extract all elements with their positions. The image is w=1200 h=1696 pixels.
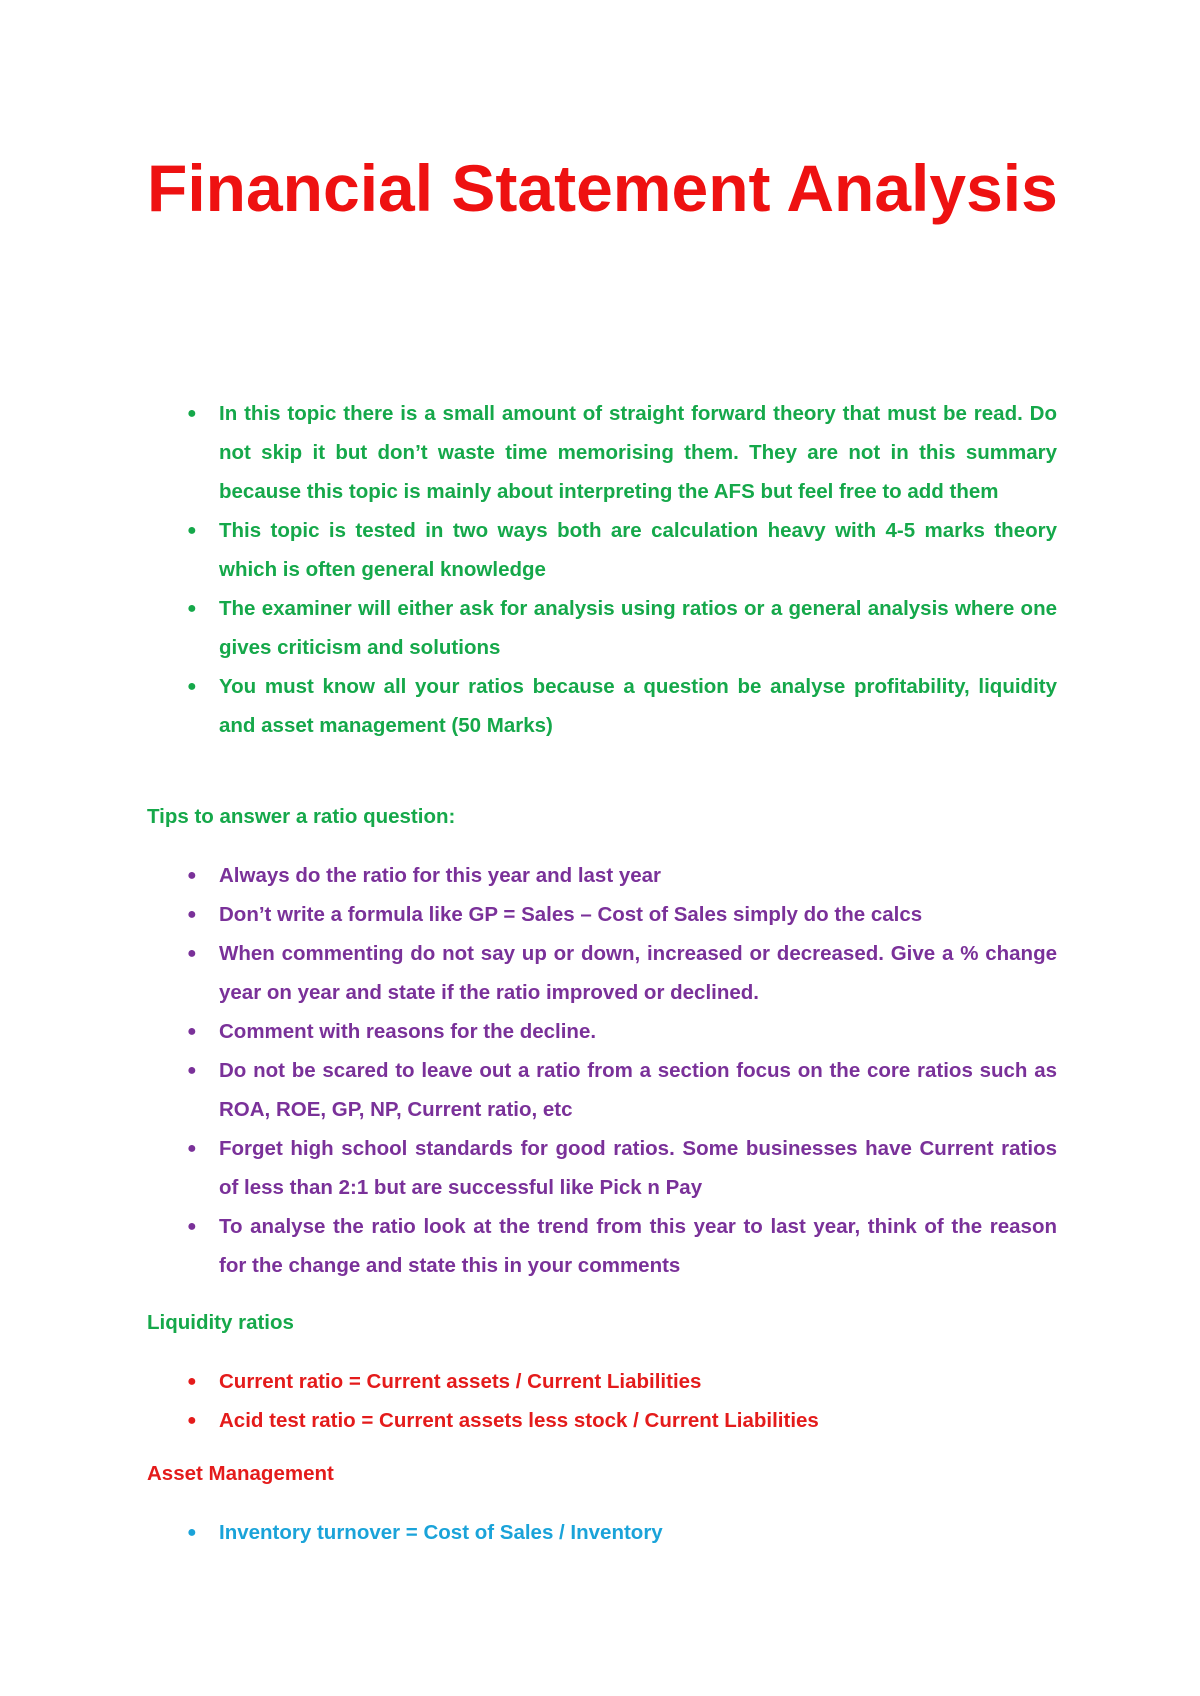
list-item-text: Always do the ratio for this year and last year [219,864,662,887]
list-item-text: Inventory turnover = Cost of Sales / Inventory [219,1521,663,1544]
bullet-icon: ● [187,906,197,923]
list-item [147,394,1057,511]
bullet-icon: ● [187,1524,197,1541]
asset-management-heading: Asset Management [147,1462,334,1485]
bullet-icon: ● [187,1140,197,1157]
intro-list [147,394,1057,745]
list-item [147,895,1057,934]
bullet-icon: ● [187,678,197,695]
list-item-text: This topic is tested in two ways both are calculation heavy with 4-5 marks theory which is often general knowledge [219,519,1057,581]
bullet-icon: ● [187,1218,197,1235]
list-item [147,667,1057,745]
bullet-icon: ● [187,945,197,962]
list-item [147,511,1057,589]
bullet-icon: ● [187,405,197,422]
list-item-text: Current ratio = Current assets / Current Liabilities [219,1370,702,1393]
list-item-text: Comment with reasons for the decline. [219,1020,597,1043]
list-item [147,1513,1057,1552]
list-item-text: Forget high school standards for good ratios. Some businesses have Current ratios of less than 2:1 but are successful like Pick n Pay [219,1137,1057,1199]
list-item [147,1012,1057,1051]
bullet-icon: ● [187,1373,197,1390]
list-item [147,589,1057,667]
list-item-text: You must know all your ratios because a question be analyse profitability, liquidity and asset management (50 Marks) [219,675,1057,737]
bullet-icon: ● [187,867,197,884]
list-item [147,856,1057,895]
bullet-icon: ● [187,1062,197,1079]
intro-section [147,394,1057,745]
tips-section [147,856,1057,1285]
liquidity-heading: Liquidity ratios [147,1311,294,1334]
list-item [147,1129,1057,1207]
list-item-text: To analyse the ratio look at the trend from this year to last year, think of the reason for the change and state this in your comments [219,1215,1057,1277]
bullet-icon: ● [187,1023,197,1040]
bullet-icon: ● [187,600,197,617]
page-title: Financial Statement Analysis [147,151,1058,225]
list-item [147,1401,1057,1440]
list-item-text: When commenting do not say up or down, increased or decreased. Give a % change year on year and state if the ratio improved or declined. [219,942,1057,1004]
bullet-icon: ● [187,522,197,539]
list-item-text: The examiner will either ask for analysis using ratios or a general analysis where one gives criticism and solutions [219,597,1057,659]
list-item-text: In this topic there is a small amount of straight forward theory that must be read. Do not skip it but don’t waste time memorising them. They are not in this summary because this topic is mainly about interpreting the AFS but feel free to add them [219,402,1057,503]
asset-management-section [147,1513,1057,1552]
liquidity-list [147,1362,1057,1440]
bullet-icon: ● [187,1412,197,1429]
list-item [147,934,1057,1012]
list-item [147,1051,1057,1129]
tips-heading: Tips to answer a ratio question: [147,805,456,828]
asset-management-list [147,1513,1057,1552]
list-item [147,1362,1057,1401]
list-item-text: Acid test ratio = Current assets less stock / Current Liabilities [219,1409,819,1432]
tips-list [147,856,1057,1285]
list-item-text: Don’t write a formula like GP = Sales – Cost of Sales simply do the calcs [219,903,923,926]
liquidity-section [147,1362,1057,1440]
list-item-text: Do not be scared to leave out a ratio from a section focus on the core ratios such as ROA, ROE, GP, NP, Current ratio, etc [219,1059,1057,1121]
list-item [147,1207,1057,1285]
